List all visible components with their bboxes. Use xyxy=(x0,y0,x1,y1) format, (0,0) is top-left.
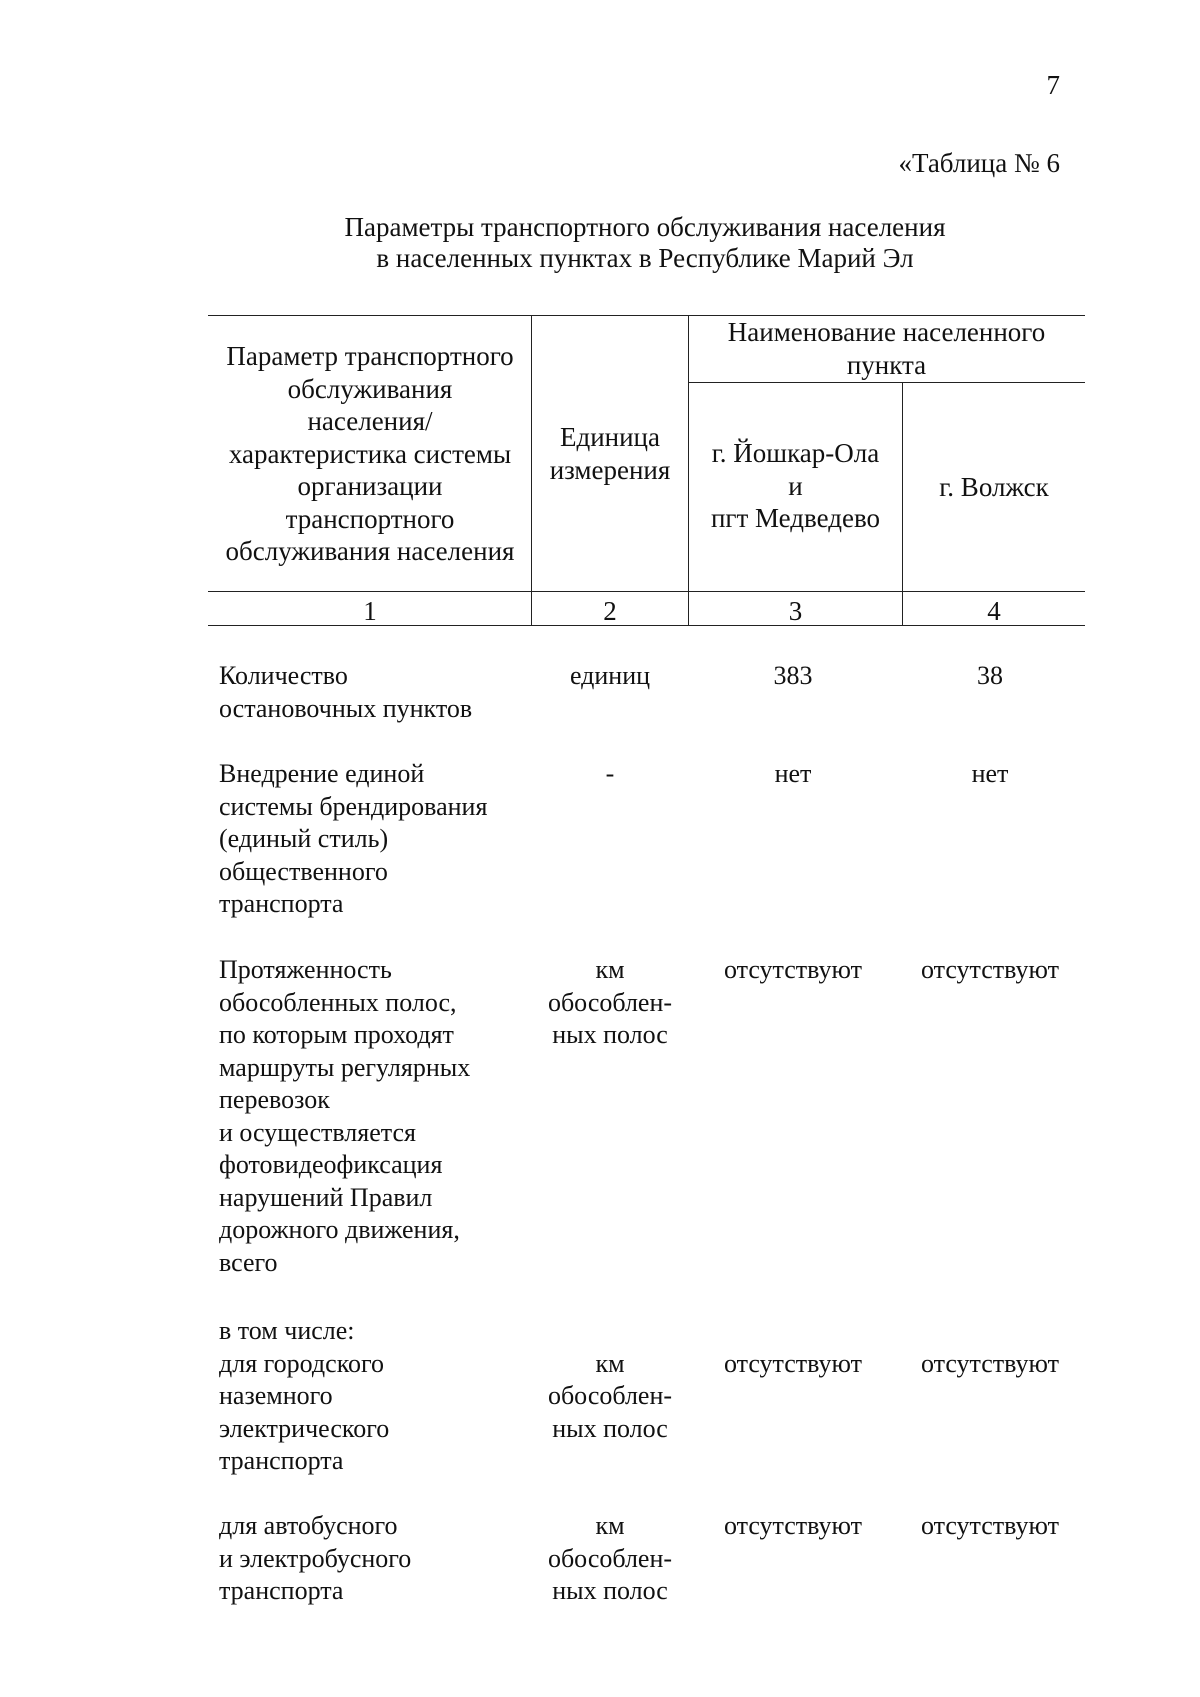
row-value-volzhsk: отсутствуют xyxy=(921,955,1059,984)
col-divider-2 xyxy=(688,315,689,625)
row-parameter: в том числе: для городского наземного электрического транспорта xyxy=(219,1316,390,1475)
row-value-volzhsk: отсутствуют xyxy=(921,1511,1059,1540)
column-number-1: 1 xyxy=(363,596,377,626)
document-title xyxy=(0,212,1200,274)
table-label: «Таблица № 6 xyxy=(898,148,1060,178)
row-parameter: Протяженность обособленных полос, по которым проходят маршруты регулярных перевозок и осуществляется фотовидеофиксация нарушений Правил дорожного движения, всего xyxy=(219,955,471,1277)
row-value-yoshkar-ola: отсутствуют xyxy=(724,1348,862,1378)
row-parameter: Внедрение единой системы брендирования (единый стиль) общественного транспорта xyxy=(219,759,488,918)
row-value-volzhsk: нет xyxy=(971,759,1009,788)
row-value-yoshkar-ola: 383 xyxy=(773,661,813,690)
header-unit: Единица измерения xyxy=(549,422,671,485)
header-city-volzhsk: г. Волжск xyxy=(939,472,1049,502)
settlement-subheader-rule xyxy=(688,382,1085,383)
column-number-3: 3 xyxy=(788,596,803,626)
header-city-yoshkar-ola: г. Йошкар-Ола и пгт Медведево xyxy=(710,438,881,533)
row-unit: км обособлен- ных полос xyxy=(547,1348,673,1443)
column-number-2: 2 xyxy=(603,596,617,626)
row-value-volzhsk: 38 xyxy=(977,661,1003,690)
col-divider-1 xyxy=(531,315,532,625)
row-value-yoshkar-ola: отсутствуют xyxy=(724,955,862,984)
row-parameter: для автобусного и электробусного транспорта xyxy=(219,1511,412,1605)
row-value-yoshkar-ola: нет xyxy=(774,759,812,788)
header-parameter: Параметр транспортного обслуживания населения/ характеристика системы организации транспортного обслуживания населения xyxy=(225,341,515,566)
column-number-4: 4 xyxy=(987,596,1001,626)
title-line-1: Параметры транспортного обслуживания населения xyxy=(344,212,946,242)
row-value-volzhsk: отсутствуют xyxy=(921,1348,1059,1378)
row-parameter: Количество остановочных пунктов xyxy=(219,661,473,723)
row-unit: единиц xyxy=(569,661,651,690)
title-line-2: в населенных пунктах в Республике Марий Эл xyxy=(376,243,914,273)
row-value-yoshkar-ola: отсутствуют xyxy=(724,1511,862,1540)
row-unit: км обособлен- ных полос xyxy=(547,1511,673,1605)
page-number: 7 xyxy=(1046,70,1060,100)
col-divider-3 xyxy=(902,382,903,625)
row-unit: км обособлен- ных полос xyxy=(547,955,673,1049)
header-bottom-rule xyxy=(208,591,1085,592)
row-unit: - xyxy=(605,759,615,788)
header-settlement-group: Наименование населенного пункта xyxy=(727,317,1046,380)
